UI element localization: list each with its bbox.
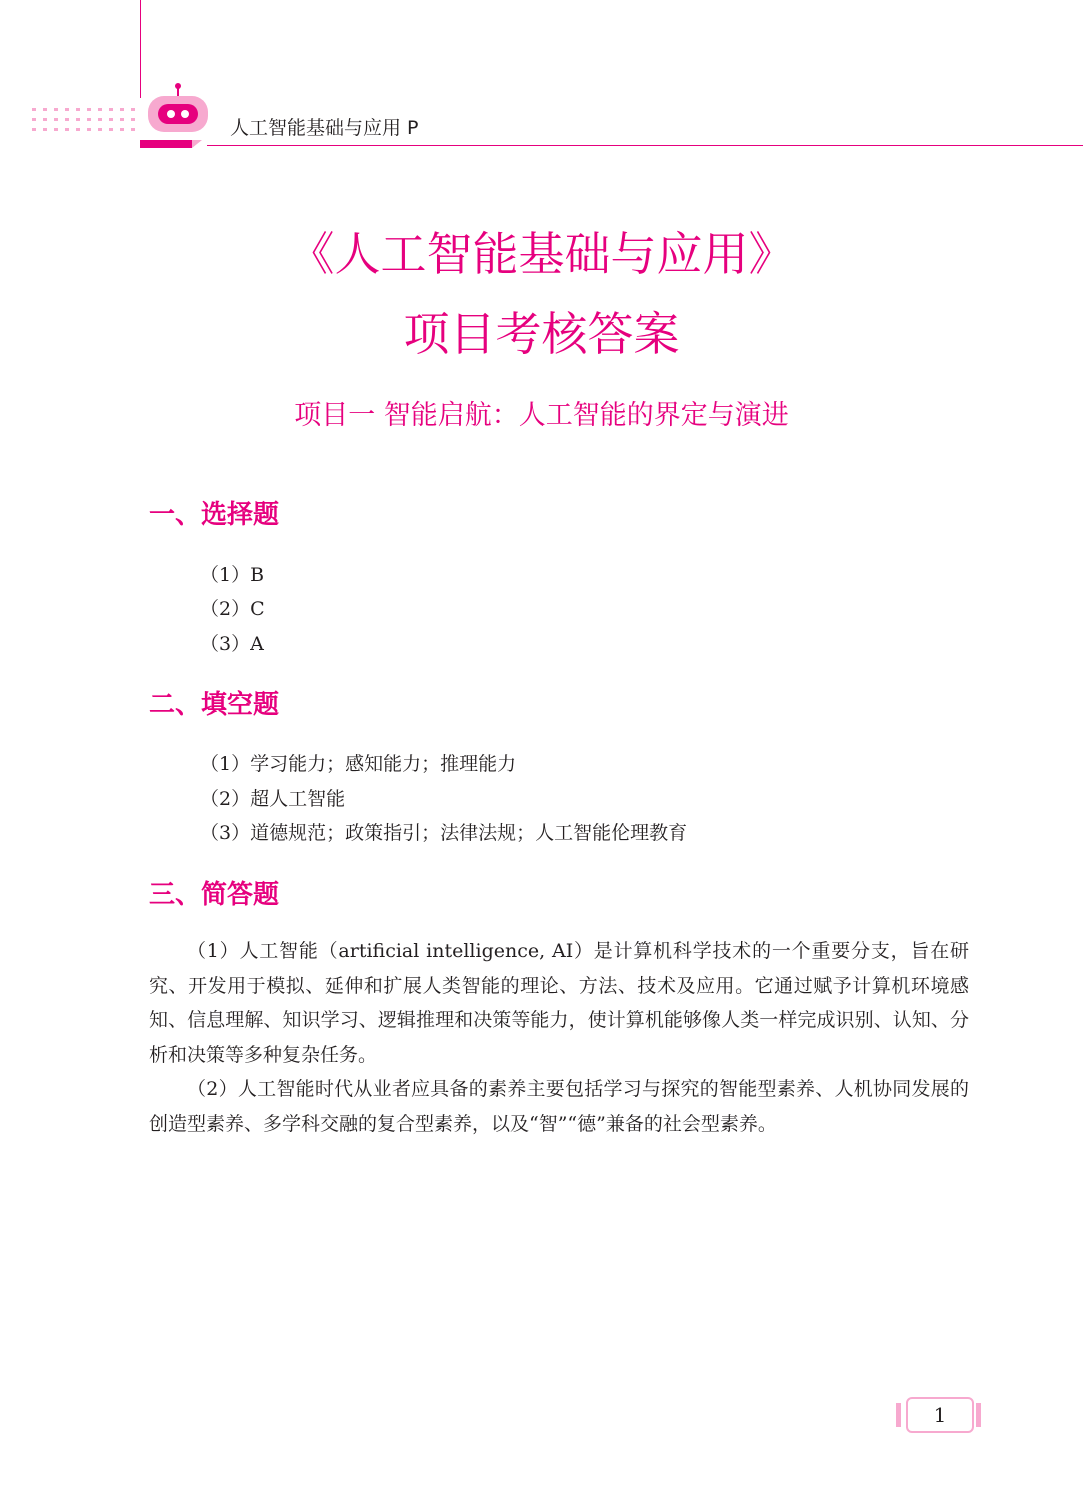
list-item: （2）C <box>200 598 265 620</box>
list-item: （3）A <box>200 633 264 655</box>
page-number: 1 <box>906 1397 974 1433</box>
page-number-bar-left <box>896 1403 901 1427</box>
section-heading-multiple-choice: 一、选择题 <box>149 500 280 530</box>
list-item: （1）学习能力；感知能力；推理能力 <box>200 753 517 775</box>
list-item: （3）道德规范；政策指引；法律法规；人工智能伦理教育 <box>200 822 688 844</box>
dot-pattern-decoration <box>28 100 138 140</box>
page-number-bar-right <box>976 1403 981 1427</box>
document-title-line2: 项目考核答案 <box>403 307 680 361</box>
list-item: （1）B <box>200 564 265 586</box>
document-title-line1: 《人工智能基础与应用》 <box>288 227 795 281</box>
answer-paragraph-1: （1）人工智能（artificial intelligence, AI）是计算机科学技术的一个重要分支，旨在研究、开发用于模拟、延伸和扩展人类智能的理论、方法、技术及应用。它通过赋予计算机环境感知、信息理解、知识学习、逻辑推理和决策等能力，使计算机能够像人类一样完成识别、认知、分析和决策等多种复杂任务。 <box>149 940 969 1066</box>
robot-icon <box>140 82 210 150</box>
running-header-title: 人工智能基础与应用 P <box>230 117 419 139</box>
page-number-badge <box>896 1395 986 1435</box>
project-title: 项目一 智能启航：人工智能的界定与演进 <box>294 400 789 431</box>
header-horizontal-rule <box>207 145 1083 146</box>
list-item: （2）超人工智能 <box>200 788 346 810</box>
answer-paragraph-2: （2）人工智能时代从业者应具备的素养主要包括学习与探究的智能型素养、人机协同发展的创造型素养、多学科交融的复合型素养，以及“智”“德”兼备的社会型素养。 <box>149 1078 969 1135</box>
section-heading-short-answer: 三、简答题 <box>149 880 280 910</box>
section-heading-fill-in: 二、填空题 <box>149 690 280 720</box>
